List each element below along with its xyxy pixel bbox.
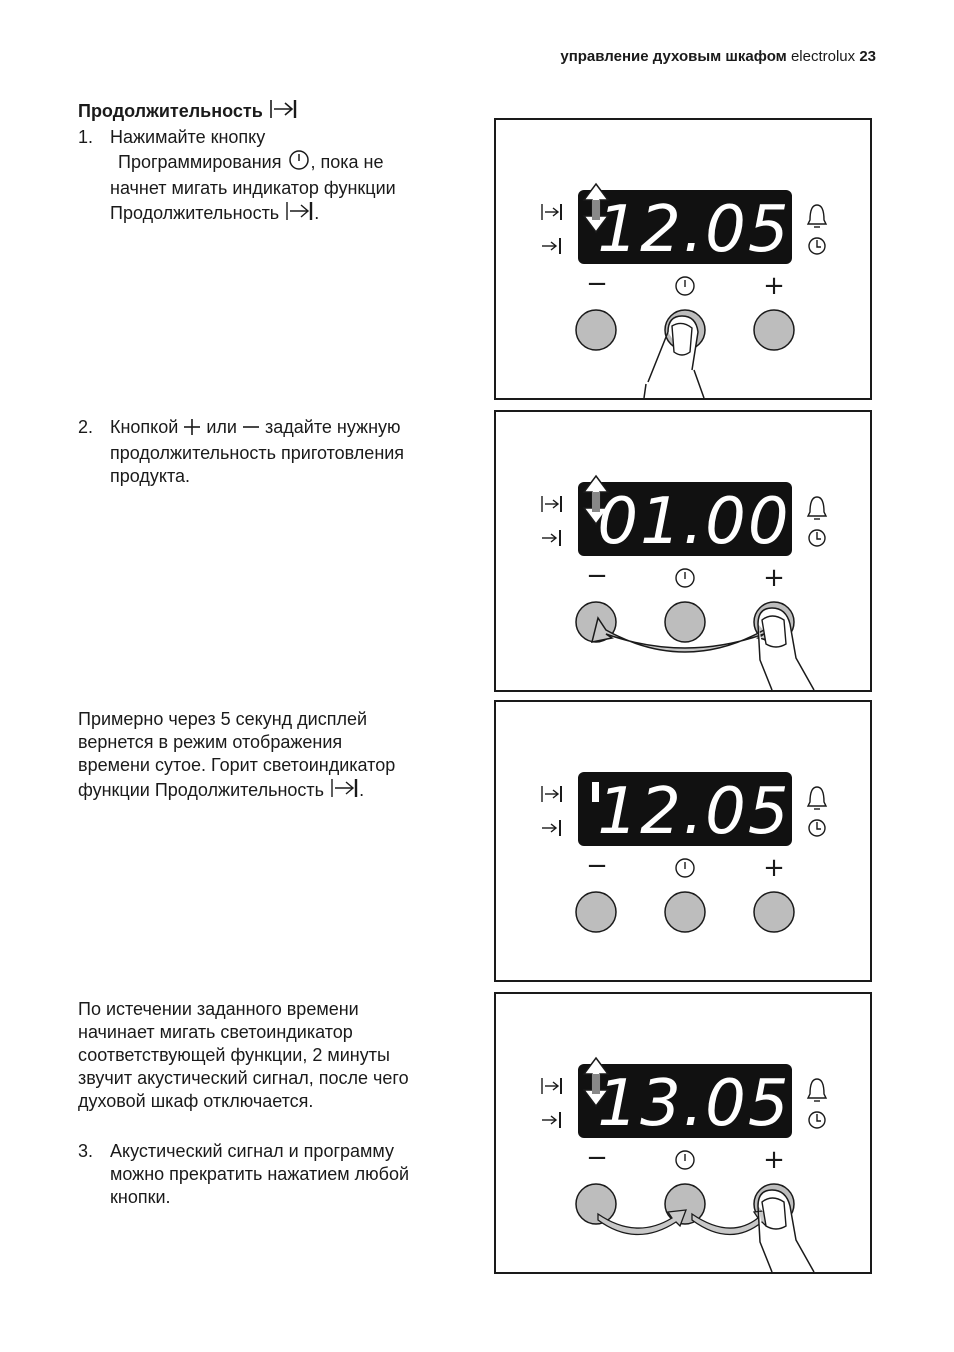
minus-label: − (586, 561, 608, 591)
duration-indicator-icon (542, 786, 561, 802)
program-button-icon (676, 277, 694, 295)
step-text-line: , пока не (310, 152, 384, 172)
program-button (665, 892, 705, 932)
minus-label: − (586, 851, 608, 881)
section-title-text: Продолжительность (78, 101, 263, 121)
step-text-line: продукта. (110, 466, 191, 486)
header-brand: electrolux (790, 48, 856, 65)
paragraph-line: Примерно через 5 секунд дисплей (78, 709, 368, 729)
step-text-line: задайте нужную (265, 417, 401, 437)
control-panel-svg (496, 120, 870, 398)
plus-label: + (763, 271, 785, 301)
end-time-indicator-icon (542, 820, 560, 836)
minus-icon (242, 418, 260, 442)
header-page-number: 23 (859, 48, 876, 65)
plus-icon (183, 418, 201, 442)
paragraph-line: времени сутое. Горит светоиндикатор (78, 755, 396, 775)
step-text-line: кнопки. (110, 1187, 171, 1207)
control-panel-svg (496, 412, 870, 690)
control-panel-svg (496, 702, 870, 980)
plus-button (754, 892, 794, 932)
control-panel-illustration-4 (494, 992, 872, 1274)
clock-icon (809, 530, 825, 546)
bell-icon (808, 205, 826, 227)
clock-icon (809, 820, 825, 836)
minus-button (576, 892, 616, 932)
end-time-indicator-icon (542, 530, 560, 546)
paragraph-display-return (78, 708, 478, 805)
step-number: 3. (78, 1141, 94, 1161)
program-button-icon (676, 1151, 694, 1169)
step-number: 2. (78, 417, 94, 437)
lcd-digits: 12.05 (597, 775, 791, 849)
minus-label: − (586, 269, 608, 299)
program-button-icon (676, 569, 694, 587)
step-text-line: Кнопкой (110, 417, 179, 437)
bell-icon (808, 1079, 826, 1101)
duration-indicator-icon (542, 1078, 561, 1094)
step-text-line: Продолжительность (110, 203, 280, 223)
plus-button (754, 310, 794, 350)
step-text-line: . (314, 203, 320, 223)
step-text-line: Программирования (118, 152, 282, 172)
paragraph-line: . (359, 780, 365, 800)
page-header (560, 48, 876, 65)
fingernail-icon (762, 616, 786, 647)
paragraph-time-elapsed (78, 998, 478, 1113)
duration-indicator-icon (542, 496, 561, 512)
section-title (78, 98, 298, 125)
paragraph-line: функции Продолжительность (78, 780, 325, 800)
paragraph-line: начинает мигать светоиндикатор (78, 1022, 353, 1042)
plus-label: + (763, 1145, 785, 1175)
end-time-indicator-icon (542, 238, 560, 254)
paragraph-line: вернется в режим отображения (78, 732, 343, 752)
paragraph-line: духовой шкаф отключается. (78, 1091, 314, 1111)
step-text-line: продолжительность приготовления (110, 443, 405, 463)
step-2 (78, 416, 473, 488)
end-time-indicator-icon (542, 1112, 560, 1128)
minus-label: − (586, 1143, 608, 1173)
bell-icon (808, 787, 826, 809)
header-section: управление духовым шкафом (560, 48, 787, 65)
control-panel-illustration-3 (494, 700, 872, 982)
plus-label: + (763, 563, 785, 593)
paragraph-line: По истечении заданного времени (78, 999, 359, 1019)
lcd-digits: 12.05 (597, 193, 791, 267)
fingernail-icon (672, 323, 692, 355)
step-3 (78, 1140, 473, 1209)
control-panel-illustration-2 (494, 410, 872, 692)
duration-indicator-icon (542, 204, 561, 220)
step-number: 1. (78, 127, 94, 147)
paragraph-line: соответствующей функции, 2 минуты (78, 1045, 390, 1065)
control-panel-svg (496, 994, 870, 1272)
program-button-icon (287, 149, 311, 177)
minus-button (576, 310, 616, 350)
lcd-digits: 01.00 (597, 485, 791, 559)
clock-icon (809, 1112, 825, 1128)
lcd-digits: 13.05 (597, 1067, 791, 1141)
program-button (665, 602, 705, 642)
step-text-line: начнет мигать индикатор функции (110, 178, 396, 198)
step-text-line: Нажимайте кнопку (110, 127, 266, 147)
plus-label: + (763, 853, 785, 883)
step-text-line: Акустический сигнал и программу (110, 1141, 394, 1161)
control-panel-illustration-1 (494, 118, 872, 400)
paragraph-line: звучит акустический сигнал, после чего (78, 1068, 409, 1088)
program-button-icon (676, 859, 694, 877)
fingernail-icon (762, 1198, 786, 1229)
duration-icon (329, 777, 359, 805)
clock-icon (809, 238, 825, 254)
step-text-line: можно прекратить нажатием любой (110, 1164, 410, 1184)
duration-icon (268, 98, 298, 125)
bell-icon (808, 497, 826, 519)
step-1 (78, 126, 473, 228)
step-text-line: или (206, 417, 237, 437)
minus-button (576, 1184, 616, 1224)
duration-icon (284, 200, 314, 228)
